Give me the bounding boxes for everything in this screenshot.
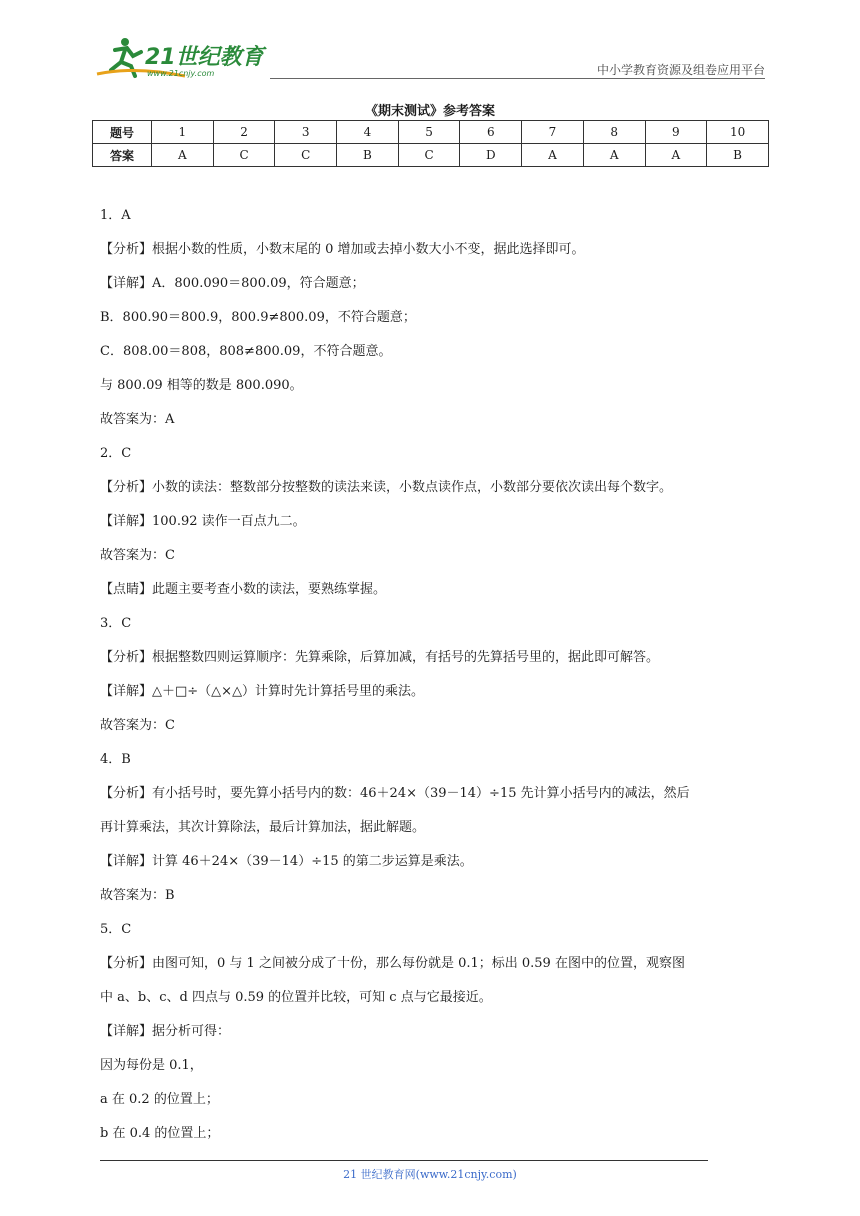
question-number: 4 (337, 121, 399, 144)
question-number: 9 (645, 121, 707, 144)
logo-title: 21世纪教育 (145, 45, 264, 70)
answer-conclusion: 故答案为：B (100, 888, 175, 903)
answer-cell: C (213, 144, 275, 167)
question-number: 2 (213, 121, 275, 144)
answer-conclusion: 故答案为：C (100, 548, 175, 563)
answer-cell: A (645, 144, 707, 167)
row-label-answer: 答案 (93, 144, 152, 167)
answer-conclusion: 故答案为：C (100, 718, 175, 733)
question-number-row (93, 121, 769, 144)
detail-text: 与 800.09 相等的数是 800.090。 (100, 378, 303, 393)
detail-text: a 在 0.2 的位置上； (100, 1092, 219, 1107)
footer-text: 21 世纪教育网(www.21cnjy.com) (343, 1168, 517, 1181)
question-number: 8 (583, 121, 645, 144)
answer-conclusion: 故答案为：A (100, 412, 175, 427)
answer-cell: A (522, 144, 584, 167)
answer-table (92, 120, 769, 167)
analysis-text: 中 a、b、c、d 四点与 0.59 的位置并比较，可知 c 点与它最接近。 (100, 990, 492, 1005)
detail-text: b 在 0.4 的位置上； (100, 1126, 220, 1141)
answer-cell: A (583, 144, 645, 167)
question-number: 10 (707, 121, 769, 144)
detail-text: 因为每份是 0.1， (100, 1058, 203, 1073)
analysis-text: 【分析】根据整数四则运算顺序：先算乘除，后算加减，有括号的先算括号里的，据此即可解答。 (100, 650, 660, 665)
detail-text: 【详解】计算 46＋24×（39－14）÷15 的第二步运算是乘法。 (100, 854, 473, 869)
logo-21cnjy (95, 36, 275, 80)
question-heading: 2．C (100, 446, 132, 461)
answer-explanations (100, 199, 765, 1151)
analysis-text: 【分析】有小括号时，要先算小括号内的数：46＋24×（39－14）÷15 先计算小括号内的减法，然后 (100, 786, 690, 801)
detail-text: 【详解】100.92 读作一百点九二。 (100, 514, 306, 529)
answer-cell: C (398, 144, 460, 167)
detail-text: C．808.00＝808，808≠800.09，不符合题意。 (100, 344, 392, 359)
question-number: 3 (275, 121, 337, 144)
analysis-text: 【分析】小数的读法：整数部分按整数的读法来读，小数点读作点，小数部分要依次读出每个数字。 (100, 480, 673, 495)
detail-text: 【详解】据分析可得： (100, 1024, 231, 1039)
answer-row (93, 144, 769, 167)
page-header (95, 36, 765, 80)
answer-cell: C (275, 144, 337, 167)
footer-rule (100, 1160, 708, 1161)
detail-text: 【详解】A．800.090＝800.09，符合题意； (100, 276, 365, 291)
answer-cell: B (707, 144, 769, 167)
question-heading: 1．A (100, 208, 131, 223)
answer-cell: D (460, 144, 522, 167)
analysis-text: 再计算乘法，其次计算除法，最后计算加法，据此解题。 (100, 820, 426, 835)
answer-cell: A (152, 144, 214, 167)
question-heading: 5．C (100, 922, 132, 937)
question-number: 5 (398, 121, 460, 144)
question-heading: 4．B (100, 752, 131, 767)
question-number: 7 (522, 121, 584, 144)
header-rule (270, 78, 765, 79)
row-label-number: 题号 (93, 121, 152, 144)
detail-text: 【详解】△＋□÷（△×△）计算时先计算括号里的乘法。 (100, 684, 425, 699)
detail-text: B．800.90＝800.9，800.9≠800.09，不符合题意； (100, 310, 416, 325)
remark-text: 【点睛】此题主要考查小数的读法，要熟练掌握。 (100, 582, 387, 597)
question-number: 1 (152, 121, 214, 144)
document-title: 《期末测试》参考答案 (364, 104, 495, 119)
logo-url: www.21cnjy.com (147, 69, 215, 78)
question-heading: 3．C (100, 616, 132, 631)
analysis-text: 【分析】由图可知，0 与 1 之间被分成了十份，那么每份就是 0.1；标出 0.59 在图中的位置，观察图 (100, 956, 685, 971)
answer-cell: B (337, 144, 399, 167)
question-number: 6 (460, 121, 522, 144)
analysis-text: 【分析】根据小数的性质，小数末尾的 0 增加或去掉小数大小不变，据此选择即可。 (100, 242, 585, 257)
platform-name: 中小学教育资源及组卷应用平台 (596, 63, 765, 77)
